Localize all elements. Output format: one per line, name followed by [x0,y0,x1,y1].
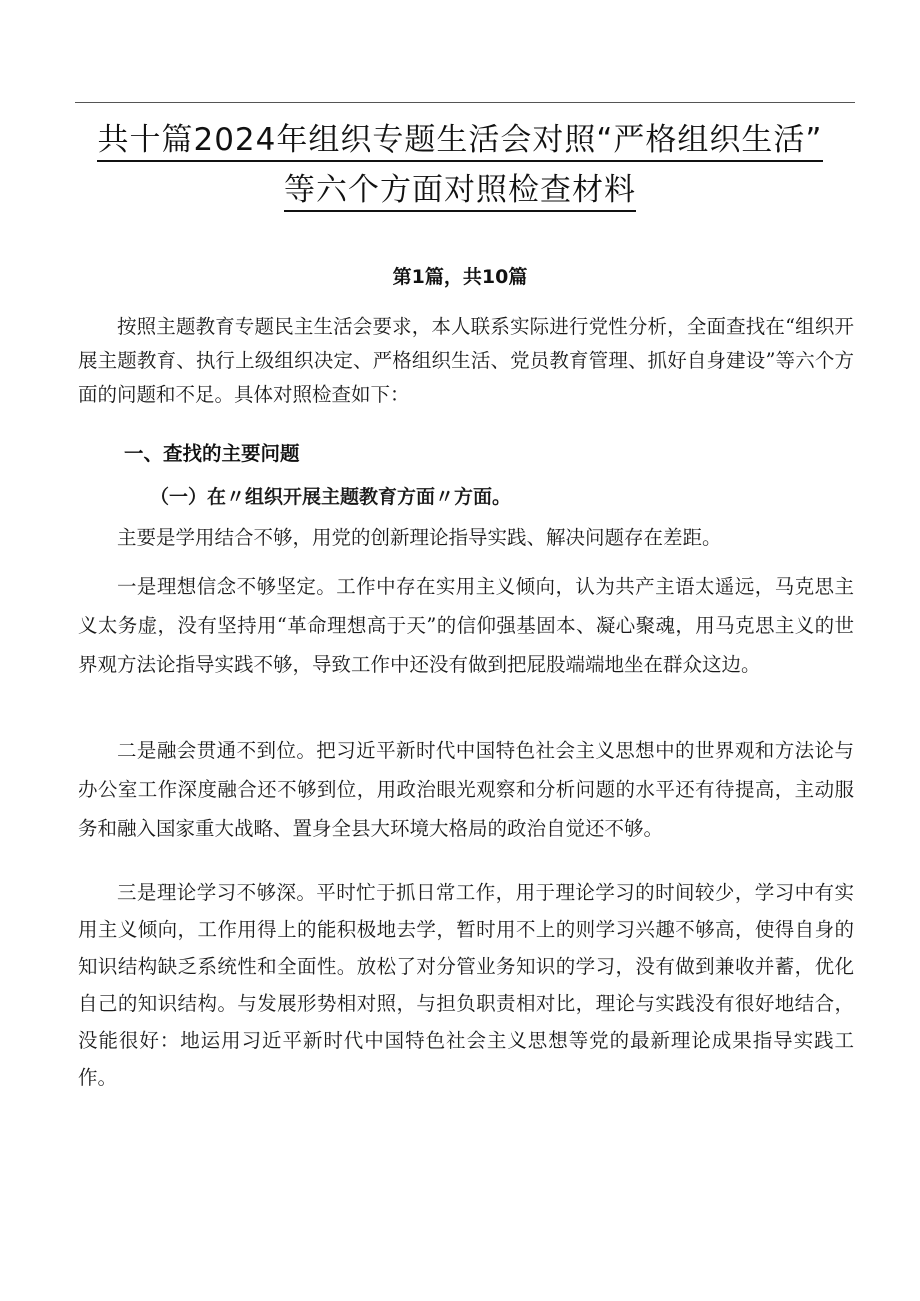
title-line-1-text: 共十篇2024年组织专题生活会对照“严格组织生活” [97,122,822,162]
subsection-heading: （一）在〃组织开展主题教育方面〃方面。 [150,486,512,508]
part-heading: 第1篇，共10篇 [392,266,528,288]
document-title-line-1 [60,114,860,159]
section-heading: 一、查找的主要问题 [124,442,300,465]
item-paragraph-3: 三是理论学习不够深。平时忙于抓日常工作，用于理论学习的时间较少，学习中有实用主义倾向，工作用得上的能积极地去学，暂时用不上的则学习兴趣不够高，使得自身的知识结构缺乏系统性和全面性。放松了对分管业务知识的学习，没有做到兼收并蓄，优化自己的知识结构。与发展形势相对照，与担负职责相对比，理论与实践没有很好地结合，没能很好：地运用习近平新时代中国特色社会主义思想等党的最新理论成果指导实践工作。 [78,881,854,1089]
item-paragraph-1: 一是理想信念不够坚定。工作中存在实用主义倾向，认为共产主语太遥远，马克思主义太务虚，没有坚持用“革命理想高于天”的信仰强基固本、凝心聚魂，用马克思主义的世界观方法论指导实践不够，导致工作中还没有做到把屁股端端地坐在群众这边。 [78,575,854,676]
header-rule [75,102,855,103]
intro-paragraph: 按照主题教育专题民主生活会要求，本人联系实际进行党性分析，全面查找在“组织开展主题教育、执行上级组织决定、严格组织生活、党员教育管理、抓好自身建设”等六个方面的问题和不足。具体对照检查如下： [78,315,854,406]
summary-paragraph: 主要是学用结合不够，用党的创新理论指导实践、解决问题存在差距。 [117,526,722,549]
document-title-line-2 [60,164,860,209]
item-paragraph-2: 二是融会贯通不到位。把习近平新时代中国特色社会主义思想中的世界观和方法论与办公室工作深度融合还不够到位，用政治眼光观察和分析问题的水平还有待提高，主动服务和融入国家重大战略、置身全县大环境大格局的政治自觉还不够。 [78,739,854,840]
title-line-2-text: 等六个方面对照检查材料 [284,172,636,212]
